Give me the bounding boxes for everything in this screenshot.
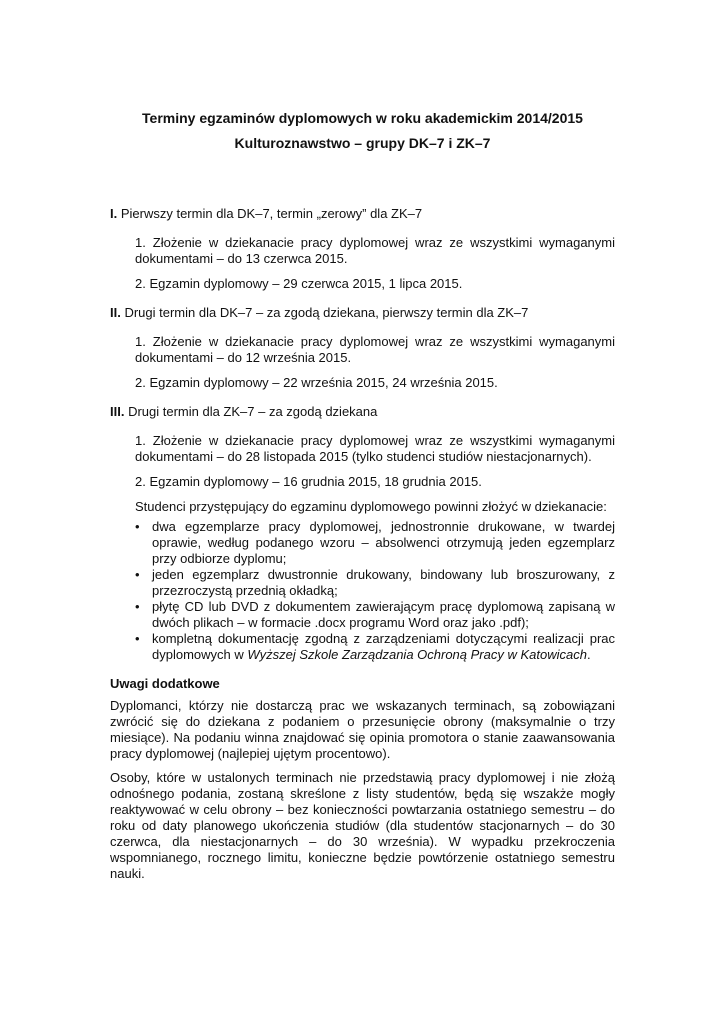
bullet-icon: •	[135, 631, 140, 646]
section-numeral: III.	[110, 404, 125, 419]
section-heading-text: Drugi termin dla ZK–7 – za zgodą dziekana	[124, 404, 378, 419]
section-item-exam: 2. Egzamin dyplomowy – 22 września 2015, 24 września 2015.	[135, 375, 498, 390]
section-numeral: I.	[110, 206, 118, 221]
section-heading	[110, 305, 615, 321]
requirements-intro: Studenci przystępujący do egzaminu dyplomowego powinni złożyć w dziekanacie:	[135, 499, 607, 514]
section-1	[110, 206, 615, 292]
list-item-text: dwa egzemplarze pracy dyplomowej, jednostronnie drukowane, w twardej oprawie, według podanego wzoru – absolwenci otrzymują jeden egzemplarz przy odbiorze dyplomu;	[152, 519, 615, 566]
list-item	[135, 599, 615, 631]
bullet-icon: •	[135, 567, 140, 582]
section-item-exam: 2. Egzamin dyplomowy – 29 czerwca 2015, 1 lipca 2015.	[135, 276, 463, 291]
section-heading-text: Drugi termin dla DK–7 – za zgodą dziekana, pierwszy termin dla ZK–7	[120, 305, 529, 320]
notes-heading: Uwagi dodatkowe	[110, 676, 220, 691]
section-item-submission: 1. Złożenie w dziekanacie pracy dyplomowej wraz ze wszystkimi wymaganymi dokumentami – do 13 czerwca 2015.	[135, 235, 615, 266]
school-name: Wyższej Szkole Zarządzania Ochroną Pracy w Katowicach	[247, 647, 587, 662]
document-title: Terminy egzaminów dyplomowych w roku akademickim 2014/2015	[142, 110, 583, 126]
list-item-text: płytę CD lub DVD z dokumentem zawierającym pracę dyplomową zapisaną w dwóch plikach – w formacie .docx programu Word oraz jako .pdf);	[152, 599, 615, 630]
section-numeral: II.	[110, 305, 121, 320]
list-item-text: kompletną dokumentację zgodną z zarządzeniami dotyczącymi realizacji prac dyplomowych w	[152, 631, 615, 662]
section-heading	[110, 206, 615, 222]
section-heading	[110, 404, 615, 420]
list-item	[135, 631, 615, 663]
section-3	[110, 404, 615, 663]
section-2	[110, 305, 615, 391]
section-item-submission: 1. Złożenie w dziekanacie pracy dyplomowej wraz ze wszystkimi wymaganymi dokumentami – do 28 listopada 2015 (tylko studenci studiów niestacjonarnych).	[135, 433, 615, 464]
section-item-exam: 2. Egzamin dyplomowy – 16 grudnia 2015, 18 grudnia 2015.	[135, 474, 482, 489]
bullet-icon: •	[135, 599, 140, 614]
document-subtitle: Kulturoznawstwo – grupy DK–7 i ZK–7	[234, 135, 491, 151]
bullet-icon: •	[135, 519, 140, 534]
list-item-suffix: .	[586, 647, 591, 662]
section-heading-text: Pierwszy termin dla DK–7, termin „zerowy” dla ZK–7	[117, 206, 423, 221]
notes-paragraph-2: Osoby, które w ustalonych terminach nie przedstawią pracy dyplomowej i nie złożą odnośnego podania, zostaną skreślone z listy studentów, będą się wszakże mogły reaktywować w celu obrony – bez konieczności powtarzania ostatniego semestru – do roku od daty planowego ukończenia studiów (dla studentów stacjonarnych – do 30 czerwca, dla niestacjonarnych – do 30 września). W wypadku przekroczenia wspomnianego, rocznego limitu, konieczne będzie powtórzenie ostatniego semestru nauki.	[110, 770, 615, 881]
list-item	[135, 567, 615, 599]
section-item-submission: 1. Złożenie w dziekanacie pracy dyplomowej wraz ze wszystkimi wymaganymi dokumentami – do 12 września 2015.	[135, 334, 615, 365]
requirements-list	[135, 519, 615, 663]
list-item-text: jeden egzemplarz dwustronnie drukowany, bindowany lub broszurowany, z przezroczystą przednią okładką;	[152, 567, 615, 598]
list-item	[135, 519, 615, 567]
notes-paragraph-1: Dyplomanci, którzy nie dostarczą prac we wskazanych terminach, są zobowiązani zwrócić się do dziekana z podaniem o przesunięcie obrony (maksymalnie o trzy miesiące). Na podaniu winna znajdować się opinia promotora o stanie zaawansowania pracy dyplomowej (najlepiej ujętym procentowo).	[110, 698, 615, 761]
